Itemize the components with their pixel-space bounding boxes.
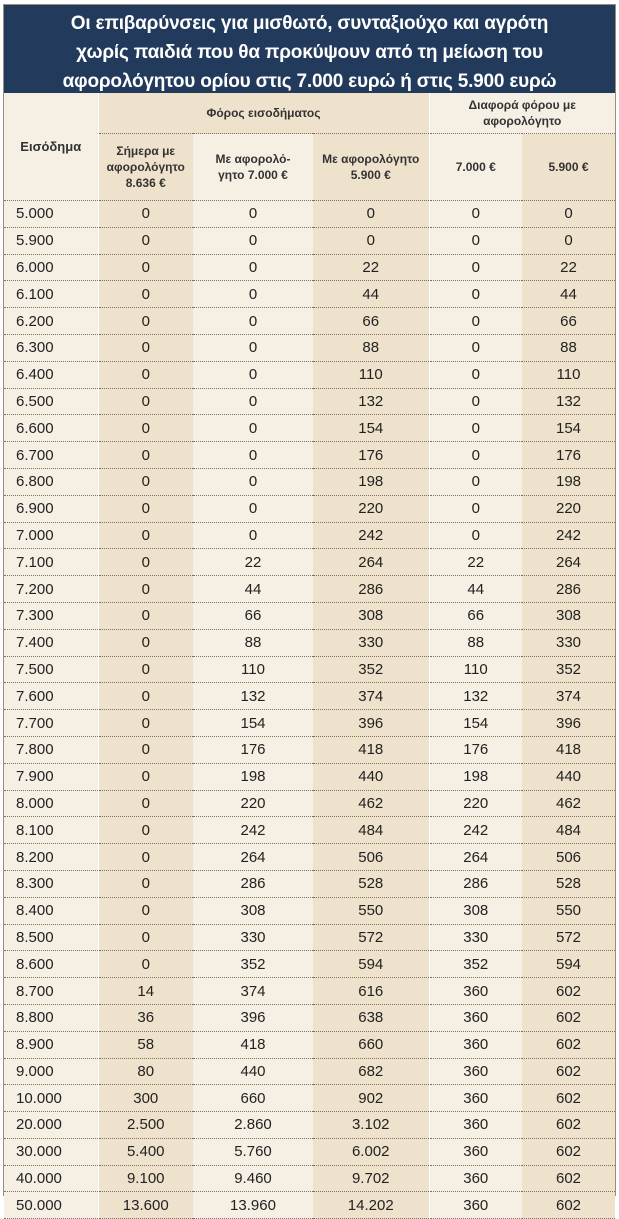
diff-7000-cell: 110 xyxy=(429,656,522,683)
tax-7000-cell: 264 xyxy=(193,844,313,871)
diff-5900-cell: 220 xyxy=(522,495,615,522)
tax-today-cell: 14 xyxy=(98,978,193,1005)
diff-5900-cell: 352 xyxy=(522,656,615,683)
table-row xyxy=(4,978,615,1005)
income-cell: 30.000 xyxy=(4,1138,98,1165)
header-tax-group: Φόρος εισοδήματος xyxy=(98,93,429,134)
tax-7000-cell: 308 xyxy=(193,897,313,924)
diff-5900-cell: 110 xyxy=(522,361,615,388)
diff-5900-cell: 506 xyxy=(522,844,615,871)
diff-7000-cell: 360 xyxy=(429,1138,522,1165)
header-diff-5900: 5.900 € xyxy=(522,134,615,201)
diff-5900-cell: 602 xyxy=(522,1058,615,1085)
table-row xyxy=(4,1058,615,1085)
table-row xyxy=(4,763,615,790)
income-cell: 7.100 xyxy=(4,549,98,576)
income-cell: 8.600 xyxy=(4,951,98,978)
table-row xyxy=(4,1138,615,1165)
tax-7000-cell: 198 xyxy=(193,763,313,790)
tax-today-cell: 300 xyxy=(98,1085,193,1112)
table-row xyxy=(4,388,615,415)
diff-7000-cell: 0 xyxy=(429,308,522,335)
tax-5900-cell: 528 xyxy=(313,870,429,897)
tax-7000-cell: 660 xyxy=(193,1085,313,1112)
table-row xyxy=(4,254,615,281)
tax-today-cell: 0 xyxy=(98,656,193,683)
table-row xyxy=(4,1165,615,1192)
diff-7000-cell: 198 xyxy=(429,763,522,790)
diff-7000-cell: 176 xyxy=(429,736,522,763)
diff-7000-cell: 360 xyxy=(429,1058,522,1085)
chart-title xyxy=(4,5,615,93)
diff-7000-cell: 0 xyxy=(429,522,522,549)
table-row xyxy=(4,1192,615,1219)
income-cell: 8.200 xyxy=(4,844,98,871)
diff-7000-cell: 0 xyxy=(429,442,522,469)
diff-7000-cell: 0 xyxy=(429,495,522,522)
tax-7000-cell: 0 xyxy=(193,522,313,549)
tax-5900-cell: 220 xyxy=(313,495,429,522)
table-row xyxy=(4,308,615,335)
tax-today-cell: 0 xyxy=(98,790,193,817)
income-cell: 7.900 xyxy=(4,763,98,790)
tax-7000-cell: 110 xyxy=(193,656,313,683)
income-cell: 20.000 xyxy=(4,1112,98,1139)
diff-5900-cell: 44 xyxy=(522,281,615,308)
diff-5900-cell: 528 xyxy=(522,870,615,897)
diff-7000-cell: 242 xyxy=(429,817,522,844)
tax-today-cell: 0 xyxy=(98,308,193,335)
diff-7000-cell: 0 xyxy=(429,334,522,361)
table-row xyxy=(4,415,615,442)
tax-7000-cell: 286 xyxy=(193,870,313,897)
tax-today-cell: 0 xyxy=(98,736,193,763)
diff-7000-cell: 360 xyxy=(429,1165,522,1192)
table-row xyxy=(4,629,615,656)
table-row xyxy=(4,1004,615,1031)
income-cell: 50.000 xyxy=(4,1192,98,1219)
table-row xyxy=(4,817,615,844)
income-cell: 6.200 xyxy=(4,308,98,335)
diff-5900-cell: 396 xyxy=(522,710,615,737)
diff-7000-cell: 360 xyxy=(429,1085,522,1112)
tax-today-cell: 0 xyxy=(98,361,193,388)
income-cell: 6.400 xyxy=(4,361,98,388)
diff-7000-cell: 0 xyxy=(429,468,522,495)
tax-5900-cell: 198 xyxy=(313,468,429,495)
income-cell: 7.800 xyxy=(4,736,98,763)
income-cell: 7.600 xyxy=(4,683,98,710)
income-cell: 40.000 xyxy=(4,1165,98,1192)
diff-5900-cell: 418 xyxy=(522,736,615,763)
tax-today-cell: 0 xyxy=(98,897,193,924)
income-cell: 7.500 xyxy=(4,656,98,683)
table-row xyxy=(4,201,615,228)
income-cell: 5.000 xyxy=(4,201,98,228)
diff-7000-cell: 308 xyxy=(429,897,522,924)
diff-5900-cell: 176 xyxy=(522,442,615,469)
table-row xyxy=(4,549,615,576)
header-today: Σήμερα με αφορολόγητο 8.636 € xyxy=(98,134,193,201)
tax-5900-cell: 572 xyxy=(313,924,429,951)
tax-today-cell: 0 xyxy=(98,870,193,897)
diff-5900-cell: 374 xyxy=(522,683,615,710)
table-row xyxy=(4,951,615,978)
diff-5900-cell: 572 xyxy=(522,924,615,951)
tax-today-cell: 0 xyxy=(98,281,193,308)
tax-5900-cell: 374 xyxy=(313,683,429,710)
tax-today-cell: 0 xyxy=(98,951,193,978)
tax-5900-cell: 242 xyxy=(313,522,429,549)
tax-5900-cell: 396 xyxy=(313,710,429,737)
header-income: Εισόδημα xyxy=(4,93,98,201)
tax-5900-cell: 308 xyxy=(313,602,429,629)
table-row xyxy=(4,683,615,710)
table-row xyxy=(4,334,615,361)
tax-7000-cell: 440 xyxy=(193,1058,313,1085)
income-cell: 8.900 xyxy=(4,1031,98,1058)
tax-today-cell: 0 xyxy=(98,388,193,415)
diff-5900-cell: 440 xyxy=(522,763,615,790)
tax-7000-cell: 132 xyxy=(193,683,313,710)
tax-today-cell: 58 xyxy=(98,1031,193,1058)
table-row xyxy=(4,870,615,897)
tax-today-cell: 5.400 xyxy=(98,1138,193,1165)
diff-7000-cell: 0 xyxy=(429,254,522,281)
tax-5900-cell: 616 xyxy=(313,978,429,1005)
tax-7000-cell: 176 xyxy=(193,736,313,763)
income-cell: 7.700 xyxy=(4,710,98,737)
diff-7000-cell: 360 xyxy=(429,1031,522,1058)
tax-today-cell: 0 xyxy=(98,201,193,228)
income-cell: 7.300 xyxy=(4,602,98,629)
tax-7000-cell: 0 xyxy=(193,361,313,388)
tax-today-cell: 0 xyxy=(98,576,193,603)
tax-5900-cell: 660 xyxy=(313,1031,429,1058)
tax-today-cell: 0 xyxy=(98,629,193,656)
diff-5900-cell: 0 xyxy=(522,201,615,228)
diff-7000-cell: 360 xyxy=(429,1192,522,1219)
diff-5900-cell: 22 xyxy=(522,254,615,281)
tax-today-cell: 0 xyxy=(98,468,193,495)
table-row xyxy=(4,844,615,871)
tax-today-cell: 0 xyxy=(98,495,193,522)
income-cell: 7.000 xyxy=(4,522,98,549)
table-row xyxy=(4,924,615,951)
diff-5900-cell: 198 xyxy=(522,468,615,495)
tax-7000-cell: 0 xyxy=(193,495,313,522)
tax-7000-cell: 154 xyxy=(193,710,313,737)
diff-7000-cell: 132 xyxy=(429,683,522,710)
income-cell: 7.400 xyxy=(4,629,98,656)
diff-7000-cell: 44 xyxy=(429,576,522,603)
income-cell: 6.900 xyxy=(4,495,98,522)
tax-7000-cell: 0 xyxy=(193,281,313,308)
income-cell: 5.900 xyxy=(4,227,98,254)
diff-7000-cell: 264 xyxy=(429,844,522,871)
diff-7000-cell: 88 xyxy=(429,629,522,656)
tax-5900-cell: 440 xyxy=(313,763,429,790)
table-row xyxy=(4,442,615,469)
tax-today-cell: 0 xyxy=(98,522,193,549)
tax-5900-cell: 0 xyxy=(313,227,429,254)
tax-7000-cell: 0 xyxy=(193,388,313,415)
income-cell: 8.700 xyxy=(4,978,98,1005)
tax-5900-cell: 550 xyxy=(313,897,429,924)
table-row xyxy=(4,897,615,924)
diff-5900-cell: 602 xyxy=(522,1138,615,1165)
tax-7000-cell: 0 xyxy=(193,308,313,335)
table-row xyxy=(4,710,615,737)
diff-7000-cell: 220 xyxy=(429,790,522,817)
tax-today-cell: 0 xyxy=(98,549,193,576)
tax-today-cell: 13.600 xyxy=(98,1192,193,1219)
table-row xyxy=(4,468,615,495)
tax-5900-cell: 462 xyxy=(313,790,429,817)
income-cell: 7.200 xyxy=(4,576,98,603)
tax-7000-cell: 0 xyxy=(193,442,313,469)
table-row xyxy=(4,576,615,603)
diff-5900-cell: 154 xyxy=(522,415,615,442)
diff-5900-cell: 550 xyxy=(522,897,615,924)
income-cell: 6.300 xyxy=(4,334,98,361)
table-row xyxy=(4,495,615,522)
tax-today-cell: 0 xyxy=(98,763,193,790)
income-cell: 9.000 xyxy=(4,1058,98,1085)
tax-5900-cell: 88 xyxy=(313,334,429,361)
tax-5900-cell: 352 xyxy=(313,656,429,683)
income-cell: 8.000 xyxy=(4,790,98,817)
tax-5900-cell: 418 xyxy=(313,736,429,763)
diff-5900-cell: 286 xyxy=(522,576,615,603)
diff-7000-cell: 286 xyxy=(429,870,522,897)
table-row xyxy=(4,1085,615,1112)
tax-5900-cell: 682 xyxy=(313,1058,429,1085)
tax-5900-cell: 132 xyxy=(313,388,429,415)
diff-5900-cell: 66 xyxy=(522,308,615,335)
tax-today-cell: 0 xyxy=(98,817,193,844)
table-row xyxy=(4,227,615,254)
diff-7000-cell: 360 xyxy=(429,978,522,1005)
tax-today-cell: 0 xyxy=(98,254,193,281)
tax-7000-cell: 44 xyxy=(193,576,313,603)
income-cell: 8.500 xyxy=(4,924,98,951)
table-row xyxy=(4,602,615,629)
income-cell: 8.100 xyxy=(4,817,98,844)
diff-7000-cell: 0 xyxy=(429,415,522,442)
tax-7000-cell: 220 xyxy=(193,790,313,817)
income-cell: 6.500 xyxy=(4,388,98,415)
tax-today-cell: 0 xyxy=(98,602,193,629)
diff-7000-cell: 360 xyxy=(429,1004,522,1031)
income-cell: 6.100 xyxy=(4,281,98,308)
tax-7000-cell: 2.860 xyxy=(193,1112,313,1139)
diff-5900-cell: 602 xyxy=(522,1165,615,1192)
tax-5900-cell: 3.102 xyxy=(313,1112,429,1139)
table-row xyxy=(4,1031,615,1058)
tax-5900-cell: 0 xyxy=(313,201,429,228)
tax-5900-cell: 22 xyxy=(313,254,429,281)
table-row xyxy=(4,281,615,308)
figure-frame xyxy=(3,4,616,1214)
tax-7000-cell: 396 xyxy=(193,1004,313,1031)
income-cell: 10.000 xyxy=(4,1085,98,1112)
title-line-2: χωρίς παιδιά που θα προκύψουν από τη μείωση του xyxy=(76,42,543,63)
table-row xyxy=(4,1112,615,1139)
tax-today-cell: 36 xyxy=(98,1004,193,1031)
tax-today-cell: 0 xyxy=(98,844,193,871)
diff-5900-cell: 594 xyxy=(522,951,615,978)
tax-7000-cell: 0 xyxy=(193,254,313,281)
tax-5900-cell: 154 xyxy=(313,415,429,442)
table-row xyxy=(4,361,615,388)
diff-5900-cell: 242 xyxy=(522,522,615,549)
diff-7000-cell: 0 xyxy=(429,227,522,254)
table-row xyxy=(4,736,615,763)
tax-7000-cell: 0 xyxy=(193,415,313,442)
header-tax-5900: Με αφορολόγητο 5.900 € xyxy=(313,134,429,201)
income-cell: 6.800 xyxy=(4,468,98,495)
tax-7000-cell: 0 xyxy=(193,227,313,254)
diff-5900-cell: 602 xyxy=(522,978,615,1005)
tax-5900-cell: 638 xyxy=(313,1004,429,1031)
tax-today-cell: 0 xyxy=(98,334,193,361)
tax-today-cell: 0 xyxy=(98,442,193,469)
tax-5900-cell: 66 xyxy=(313,308,429,335)
diff-5900-cell: 264 xyxy=(522,549,615,576)
income-cell: 6.700 xyxy=(4,442,98,469)
diff-5900-cell: 308 xyxy=(522,602,615,629)
tax-7000-cell: 13.960 xyxy=(193,1192,313,1219)
diff-5900-cell: 484 xyxy=(522,817,615,844)
diff-5900-cell: 602 xyxy=(522,1004,615,1031)
tax-7000-cell: 330 xyxy=(193,924,313,951)
header-diff-group: Διαφορά φόρου με αφορολόγητο xyxy=(429,93,615,134)
tax-7000-cell: 88 xyxy=(193,629,313,656)
diff-7000-cell: 360 xyxy=(429,1112,522,1139)
header-diff-7000: 7.000 € xyxy=(429,134,522,201)
diff-5900-cell: 88 xyxy=(522,334,615,361)
tax-7000-cell: 22 xyxy=(193,549,313,576)
tax-5900-cell: 6.002 xyxy=(313,1138,429,1165)
title-line-3: αφορολόγητου ορίου στις 7.000 ευρώ ή στις 5.900 ευρώ xyxy=(62,71,557,92)
income-cell: 6.600 xyxy=(4,415,98,442)
tax-5900-cell: 176 xyxy=(313,442,429,469)
diff-5900-cell: 132 xyxy=(522,388,615,415)
tax-today-cell: 0 xyxy=(98,683,193,710)
tax-7000-cell: 66 xyxy=(193,602,313,629)
diff-7000-cell: 0 xyxy=(429,281,522,308)
table-row xyxy=(4,656,615,683)
tax-5900-cell: 9.702 xyxy=(313,1165,429,1192)
tax-7000-cell: 418 xyxy=(193,1031,313,1058)
diff-7000-cell: 352 xyxy=(429,951,522,978)
tax-5900-cell: 286 xyxy=(313,576,429,603)
diff-5900-cell: 330 xyxy=(522,629,615,656)
tax-today-cell: 9.100 xyxy=(98,1165,193,1192)
diff-7000-cell: 330 xyxy=(429,924,522,951)
tax-7000-cell: 374 xyxy=(193,978,313,1005)
tax-5900-cell: 506 xyxy=(313,844,429,871)
diff-5900-cell: 462 xyxy=(522,790,615,817)
tax-5900-cell: 14.202 xyxy=(313,1192,429,1219)
tax-5900-cell: 264 xyxy=(313,549,429,576)
tax-7000-cell: 5.760 xyxy=(193,1138,313,1165)
tax-7000-cell: 0 xyxy=(193,334,313,361)
diff-5900-cell: 602 xyxy=(522,1031,615,1058)
tax-today-cell: 80 xyxy=(98,1058,193,1085)
diff-5900-cell: 602 xyxy=(522,1085,615,1112)
diff-7000-cell: 0 xyxy=(429,361,522,388)
tax-today-cell: 0 xyxy=(98,924,193,951)
table-row xyxy=(4,790,615,817)
tax-5900-cell: 330 xyxy=(313,629,429,656)
tax-today-cell: 0 xyxy=(98,710,193,737)
income-cell: 8.300 xyxy=(4,870,98,897)
diff-7000-cell: 22 xyxy=(429,549,522,576)
diff-5900-cell: 0 xyxy=(522,227,615,254)
tax-7000-cell: 0 xyxy=(193,201,313,228)
income-cell: 6.000 xyxy=(4,254,98,281)
diff-5900-cell: 602 xyxy=(522,1112,615,1139)
table-body xyxy=(4,201,615,1219)
tax-5900-cell: 594 xyxy=(313,951,429,978)
title-line-1: Οι επιβαρύνσεις για μισθωτό, συνταξιούχο και αγρότη xyxy=(70,13,549,34)
tax-7000-cell: 242 xyxy=(193,817,313,844)
tax-today-cell: 0 xyxy=(98,227,193,254)
tax-today-cell: 2.500 xyxy=(98,1112,193,1139)
income-cell: 8.400 xyxy=(4,897,98,924)
income-cell: 8.800 xyxy=(4,1004,98,1031)
tax-7000-cell: 0 xyxy=(193,468,313,495)
diff-7000-cell: 0 xyxy=(429,201,522,228)
diff-7000-cell: 66 xyxy=(429,602,522,629)
diff-7000-cell: 0 xyxy=(429,388,522,415)
diff-5900-cell: 602 xyxy=(522,1192,615,1219)
table-row xyxy=(4,522,615,549)
tax-5900-cell: 484 xyxy=(313,817,429,844)
diff-7000-cell: 154 xyxy=(429,710,522,737)
tax-7000-cell: 9.460 xyxy=(193,1165,313,1192)
tax-7000-cell: 352 xyxy=(193,951,313,978)
header-tax-7000: Με αφορολό-γητο 7.000 € xyxy=(193,134,313,201)
tax-5900-cell: 44 xyxy=(313,281,429,308)
tax-5900-cell: 110 xyxy=(313,361,429,388)
tax-table xyxy=(4,93,615,1219)
tax-today-cell: 0 xyxy=(98,415,193,442)
tax-5900-cell: 902 xyxy=(313,1085,429,1112)
